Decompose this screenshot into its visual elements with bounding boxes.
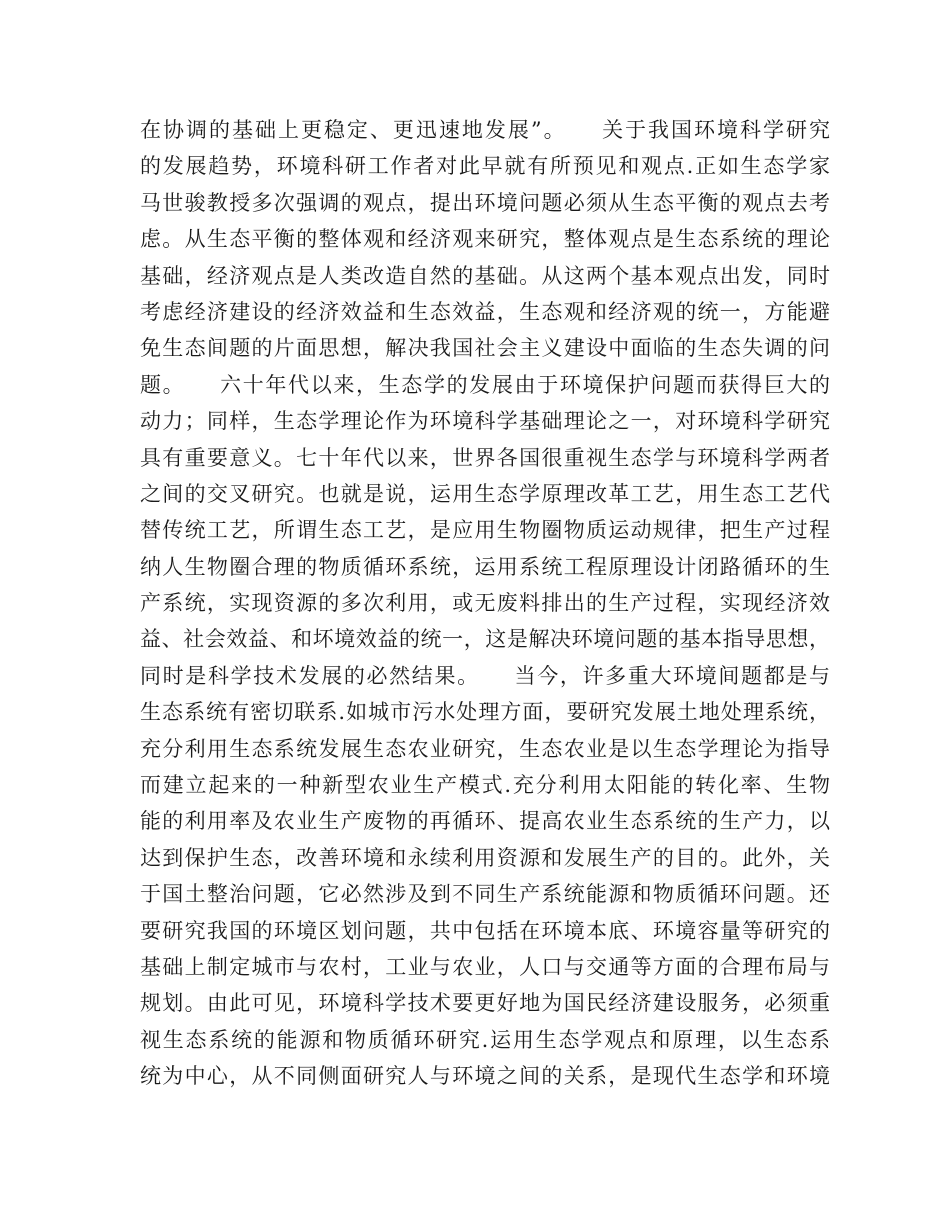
text-line: 替传统工艺，所谓生态工艺，是应用生物圈物质运动规律，把生产过程 bbox=[140, 518, 830, 543]
text-line: 基础，经济观点是人类改造自然的基础。从这两个基本观点出发，同时 bbox=[140, 263, 830, 288]
text-line: 纳人生物圈合理的物质循环系统，运用系统工程原理设计闭路循环的生 bbox=[140, 554, 830, 579]
text-line: 虑。从生态平衡的整体观和经济观来研究，整体观点是生态系统的理论 bbox=[140, 227, 830, 252]
text-line: 同时是科学技术发展的必然结果。 当今，许多重大环境间题都是与 bbox=[140, 663, 830, 688]
text-line: 统为中心，从不同侧面研究人与环境之间的关系，是现代生态学和环境 bbox=[140, 1064, 830, 1089]
text-line: 的发展趋势，环境科研工作者对此早就有所预见和观点.正如生态学家 bbox=[140, 154, 830, 179]
text-line: 而建立起来的一种新型农业生产模式.充分利用太阳能的转化率、生物 bbox=[140, 773, 830, 798]
text-line: 生态系统有密切联系.如城市污水处理方面，要研究发展土地处理系统， bbox=[140, 700, 830, 725]
text-line: 益、社会效益、和坏境效益的统一，这是解决环境问题的基本指导思想， bbox=[140, 627, 830, 652]
text-line: 产系统，实现资源的多次利用，或无废料排出的生产过程，实现经济效 bbox=[140, 591, 830, 616]
text-line: 题。 六十年代以来，生态学的发展由于环境保护问题而获得巨大的 bbox=[140, 372, 830, 397]
text-line: 动力；同样，生态学理论作为环境科学基础理论之一，对环境科学研究 bbox=[140, 409, 830, 434]
text-line: 充分利用生态系统发展生态农业研究，生态农业是以生态学理论为指导 bbox=[140, 736, 830, 761]
text-line: 规划。由此可见，环境科学技术要更好地为国民经济建设服务，必须重 bbox=[140, 991, 830, 1016]
text-line: 考虑经济建设的经济效益和生态效益，生态观和经济观的统一，方能避 bbox=[140, 299, 830, 324]
text-line: 能的利用率及农业生产废物的再循环、提高农业生态系统的生产力，以 bbox=[140, 809, 830, 834]
text-line: 马世骏教授多次强调的观点，提出环境问题必须从生态平衡的观点去考 bbox=[140, 190, 830, 215]
text-line: 免生态间题的片面思想，解决我国社会主义建设中面临的生态失调的问 bbox=[140, 336, 830, 361]
text-line: 于国土整治问题，它必然涉及到不同生产系统能源和物质循环问题。还 bbox=[140, 882, 830, 907]
text-line: 要研究我国的环境区划问题，共中包括在环境本底、环境容量等研究的 bbox=[140, 918, 830, 943]
text-line: 具有重要意义。七十年代以来，世界各国很重视生态学与环境科学两者 bbox=[140, 445, 830, 470]
text-line: 之间的交叉研究。也就是说，运用生态学原理改革工艺，用生态工艺代 bbox=[140, 481, 830, 506]
text-line: 基础上制定城市与农村，工业与农业，人口与交通等方面的合理布局与 bbox=[140, 954, 830, 979]
text-line: 视生态系统的能源和物质循环研究.运用生态学观点和原理，以生态系 bbox=[140, 1027, 830, 1052]
text-line: 达到保护生态，改善环境和永续利用资源和发展生产的目的。此外，关 bbox=[140, 845, 830, 870]
body-text bbox=[140, 112, 830, 1095]
text-line: 在协调的基础上更稳定、更迅速地发展”。 关于我国环境科学研究 bbox=[140, 118, 830, 142]
